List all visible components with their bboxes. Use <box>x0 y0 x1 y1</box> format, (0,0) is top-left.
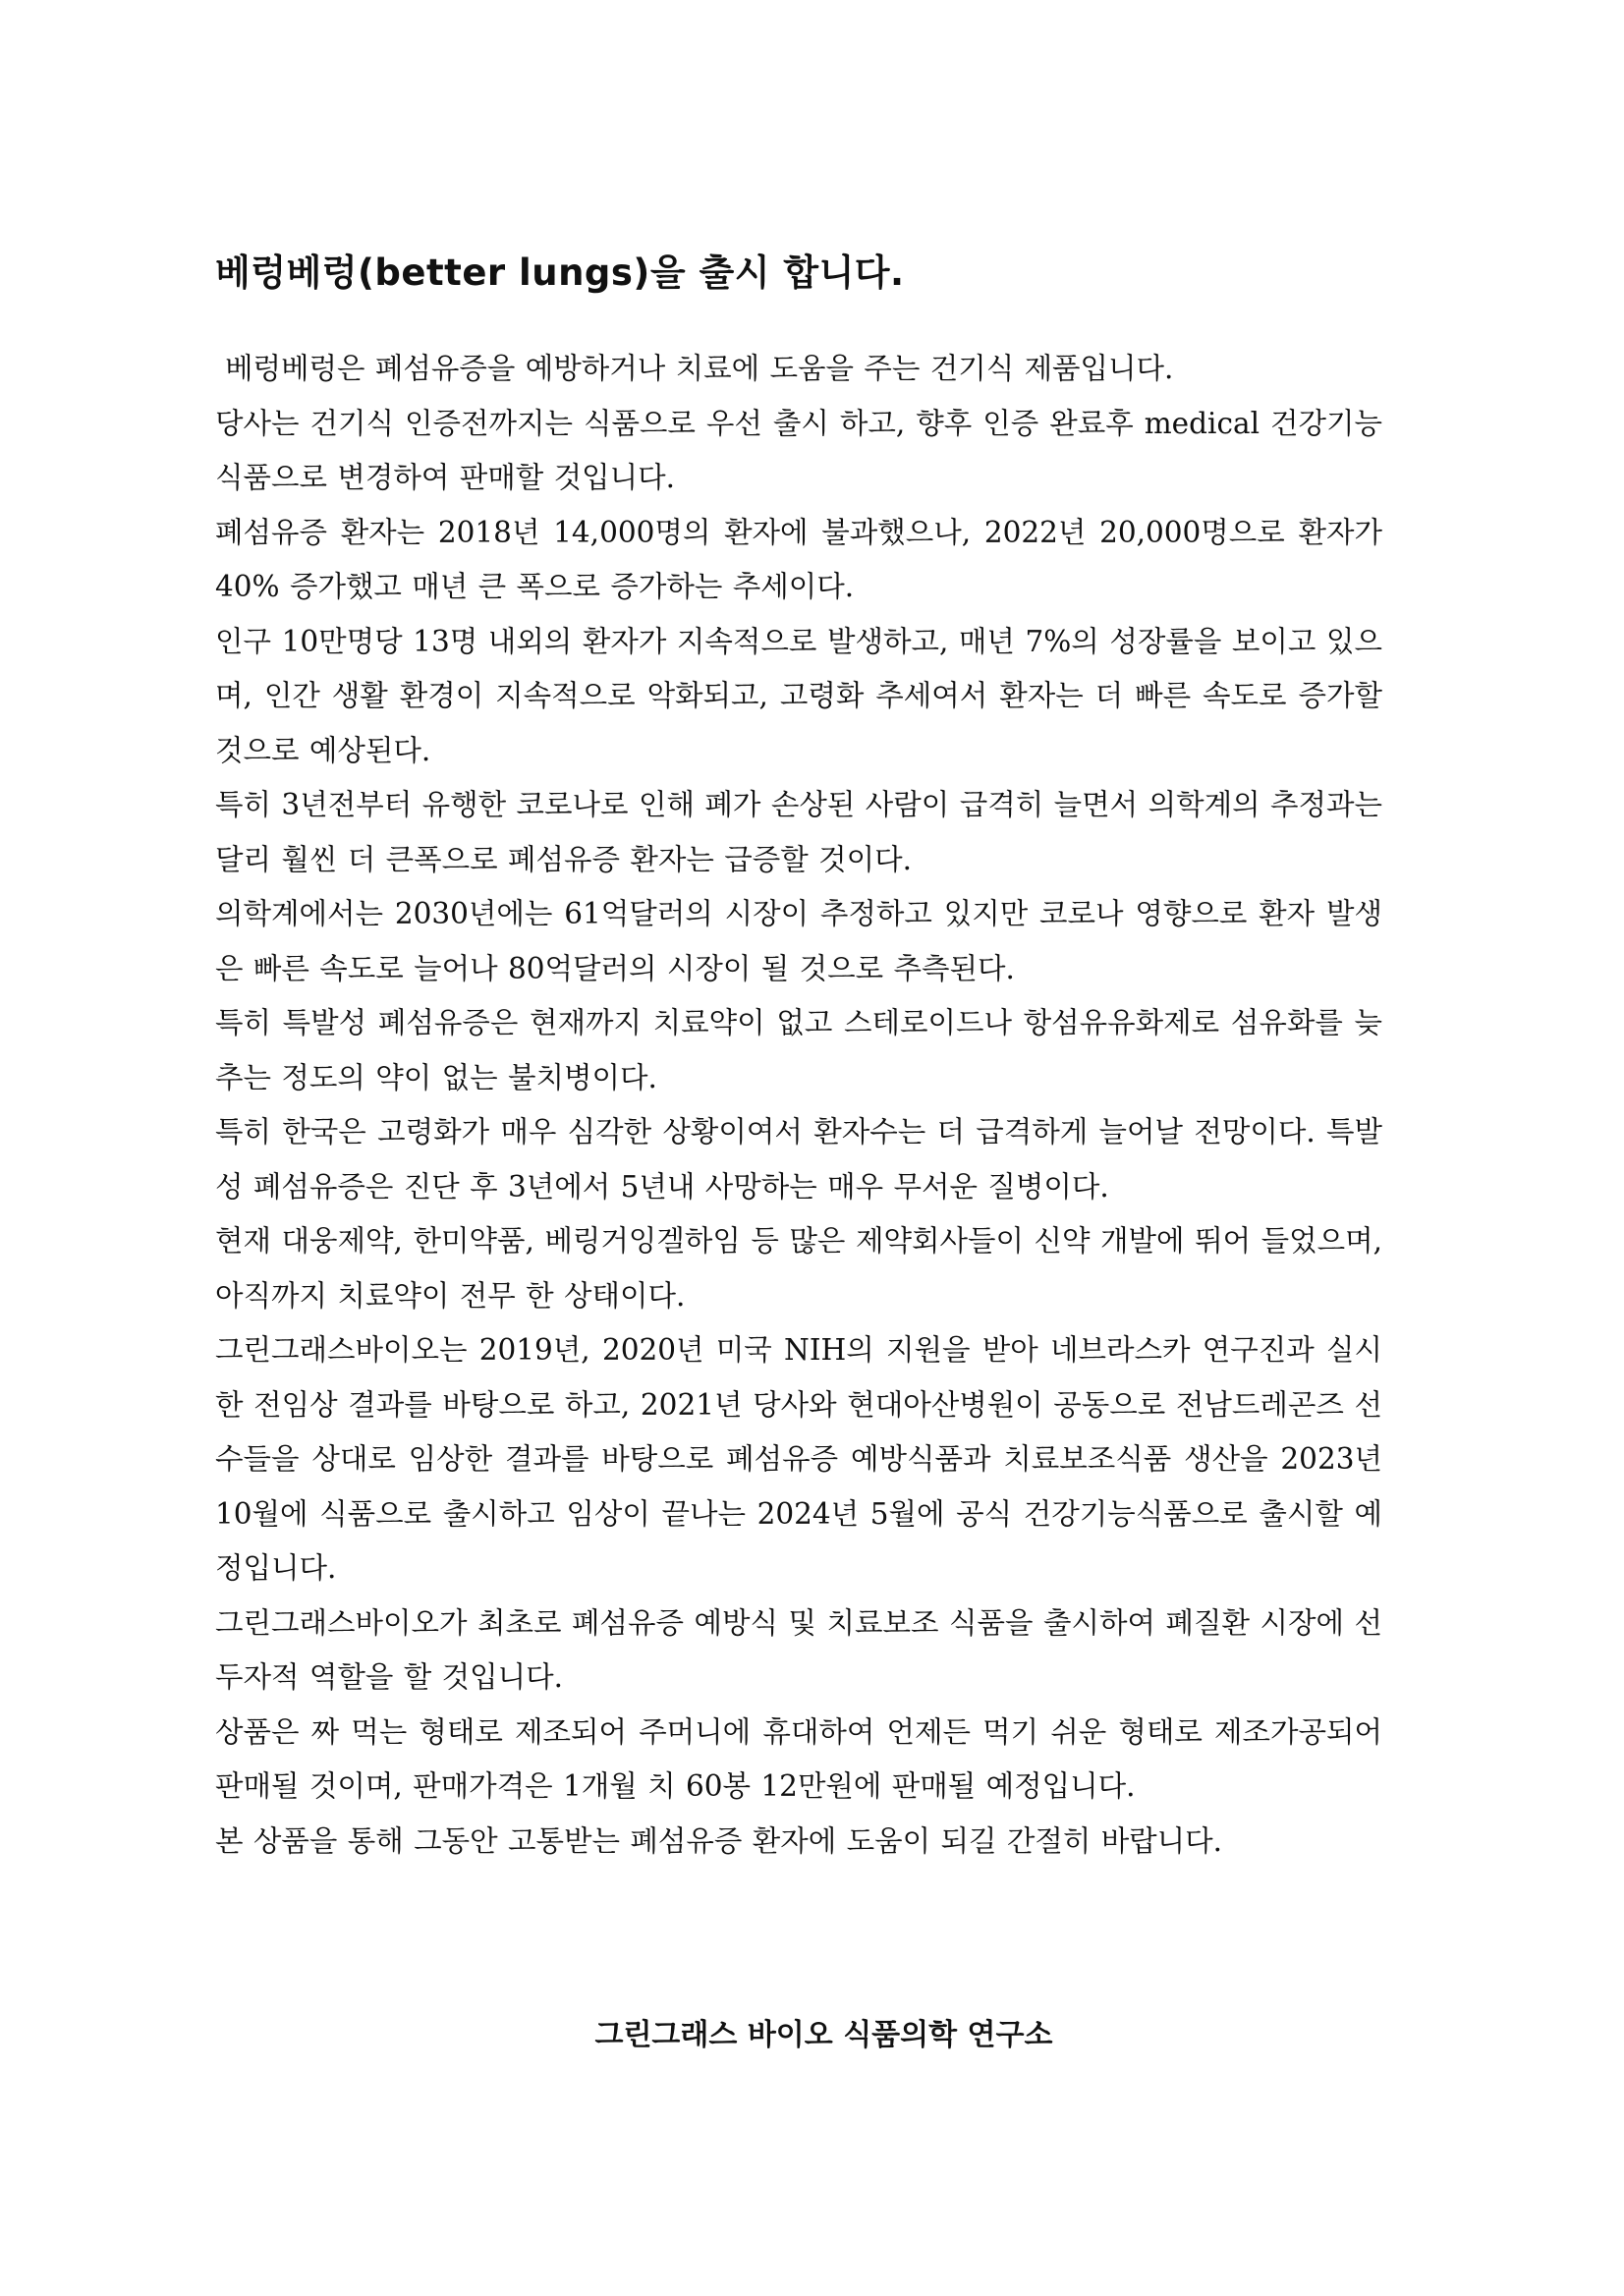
paragraph-launch-plan: 당사는 건기식 인증전까지는 식품으로 우선 출시 하고, 향후 인증 완료후 medical 건강기능식품으로 변경하여 판매할 것입니다. <box>215 406 1382 494</box>
paragraph-patient-growth: 폐섬유증 환자는 2018년 14,000명의 환자에 불과했으나, 2022년 20,000명으로 환자가 40% 증가했고 매년 큰 폭으로 증가하는 추세이다. <box>215 515 1382 603</box>
paragraph-product-pricing: 상품은 짜 먹는 형태로 제조되어 주머니에 휴대하여 언제든 먹기 쉬운 형태로 제조가공되어 판매될 것이며, 판매가격은 1개월 치 60봉 12만원에 판매될 예정입니다. <box>215 1714 1382 1803</box>
document-body <box>215 342 1382 1869</box>
paragraph-korea-aging: 특히 한국은 고령화가 매우 심각한 상황이여서 환자수는 더 급격하게 늘어날 전망이다. 특발성 폐섬유증은 진단 후 3년에서 5년내 사망하는 매우 무서운 질병이다. <box>215 1115 1382 1204</box>
document-title: 베렁베렁(better lungs)을 출시 합니다. <box>215 252 905 294</box>
paragraph-incidence: 인구 10만명당 13명 내외의 환자가 지속적으로 발생하고, 매년 7%의 성장률을 보이고 있으며, 인간 생활 환경이 지속적으로 악화되고, 고령화 추세여서 환자는 더 빠른 속도로 증가할 것으로 예상된다. <box>215 624 1382 767</box>
paragraph-market-size: 의학계에서는 2030년에는 61억달러의 시장이 추정하고 있지만 코로나 영향으로 환자 발생은 빠른 속도로 늘어나 80억달러의 시장이 될 것으로 추측된다. <box>215 897 1382 985</box>
paragraph-market-leader: 그린그래스바이오가 최초로 폐섬유증 예방식 및 치료보조 식품을 출시하여 폐질환 시장에 선두자적 역할을 할 것입니다. <box>215 1605 1382 1694</box>
signature-organization: 그린그래스 바이오 식품의학 연구소 <box>594 2018 1053 2052</box>
paragraph-closing: 본 상품을 통해 그동안 고통받는 폐섬유증 환자에 도움이 되길 간절히 바랍니다. <box>215 1823 1223 1858</box>
paragraph-research-background: 그린그래스바이오는 2019년, 2020년 미국 NIH의 지원을 받아 네브라스카 연구진과 실시한 전임상 결과를 바탕으로 하고, 2021년 당사와 현대아산병원이 공동으로 전남드레곤즈 선수들을 상대로 임상한 결과를 바탕으로 폐섬유증 예방식품과 치료보조식품 생산을 2023년 10월에 식품으로 출시하고 임상이 끝나는 2024년 5월에 공식 건강기능식품으로 출시할 예정입니다. <box>215 1333 1382 1585</box>
paragraph-pharma-competition: 현재 대웅제약, 한미약품, 베링거잉겔하임 등 많은 제약회사들이 신약 개발에 뛰어 들었으며, 아직까지 치료약이 전무 한 상태이다. <box>215 1224 1382 1313</box>
paragraph-covid-impact: 특히 3년전부터 유행한 코로나로 인해 폐가 손상된 사람이 급격히 늘면서 의학계의 추정과는 달리 훨씬 더 큰폭으로 폐섬유증 환자는 급증할 것이다. <box>215 788 1382 876</box>
paragraph-no-cure: 특히 특발성 폐섬유증은 현재까지 치료약이 없고 스테로이드나 항섬유유화제로 섬유화를 늦추는 정도의 약이 없는 불치병이다. <box>215 1006 1382 1094</box>
paragraph-intro: 베렁베렁은 폐섬유증을 예방하거나 치료에 도움을 주는 건기식 제품입니다. <box>225 352 1174 385</box>
